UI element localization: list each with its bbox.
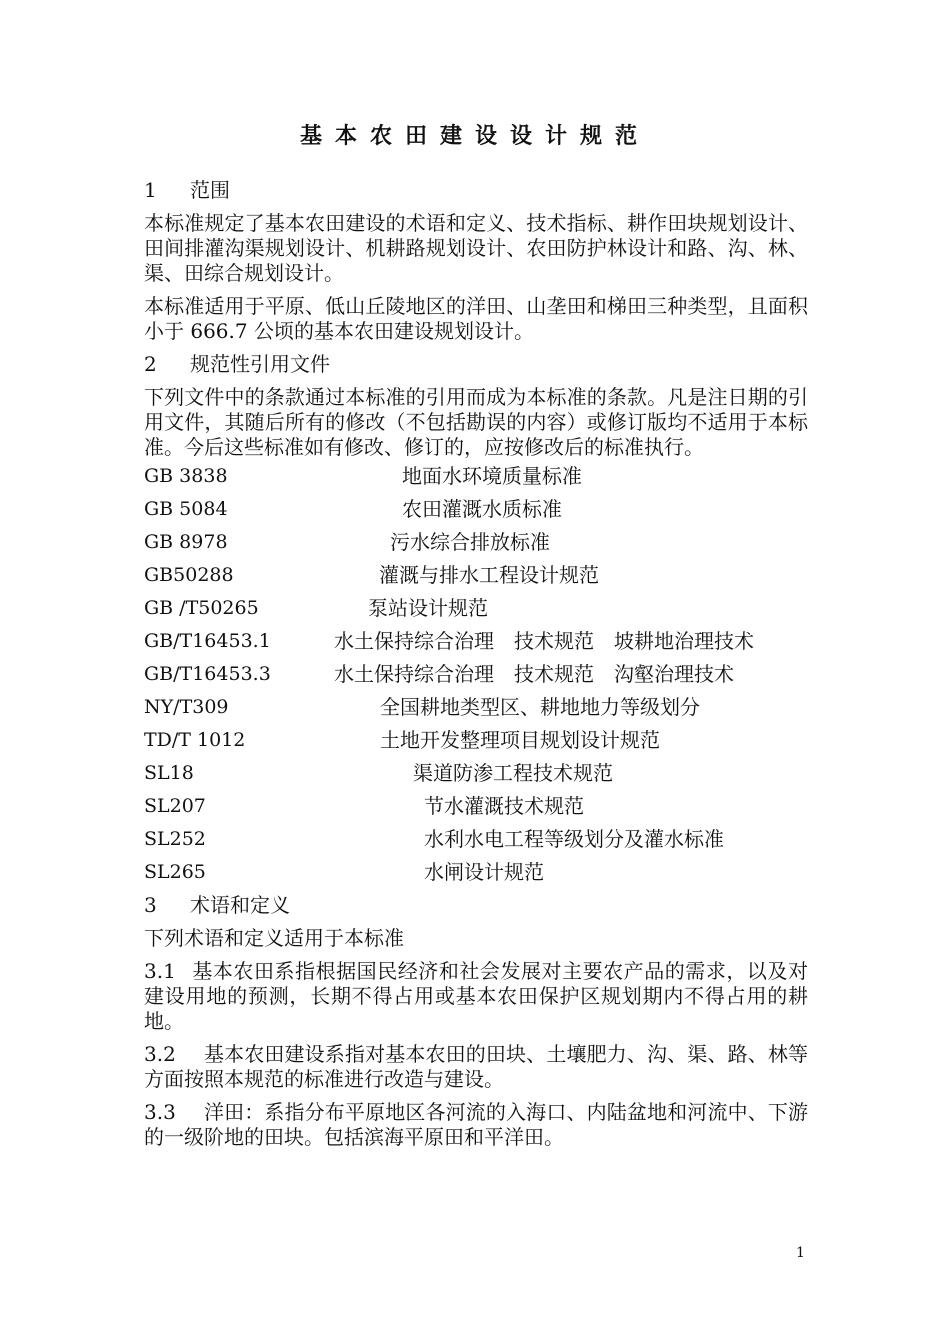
reference-title: 水闸设计规范 bbox=[424, 860, 544, 884]
section-number: 3 bbox=[144, 893, 157, 917]
reference-code: SL265 bbox=[144, 861, 206, 883]
page-number: 1 bbox=[796, 1245, 805, 1261]
definition-number: 3.3 bbox=[144, 1100, 176, 1124]
document-title: 基本农田建设设计规范 bbox=[299, 124, 650, 149]
section-heading-scope bbox=[144, 178, 808, 203]
reference-code: SL18 bbox=[144, 762, 194, 784]
reference-list bbox=[144, 464, 808, 893]
reference-code: GB/T16453.1 bbox=[144, 630, 271, 652]
reference-row bbox=[144, 629, 808, 662]
scope-paragraph-1: 本标准规定了基本农田建设的术语和定义、技术指标、耕作田块规划设计、田间排灌沟渠规划设计、机耕路规划设计、农田防护林设计和路、沟、林、渠、田综合规划设计。 bbox=[144, 211, 808, 285]
definition-number: 3.2 bbox=[144, 1042, 176, 1066]
reference-row bbox=[144, 497, 808, 530]
reference-row bbox=[144, 695, 808, 728]
reference-title: 水土保持综合治理 技术规范 坡耕地治理技术 bbox=[334, 629, 754, 653]
reference-title: 节水灌溉技术规范 bbox=[424, 794, 584, 818]
section-title: 术语和定义 bbox=[190, 893, 290, 917]
reference-title: 污水综合排放标准 bbox=[390, 530, 550, 554]
reference-code: NY/T309 bbox=[144, 696, 229, 718]
reference-row bbox=[144, 728, 808, 761]
reference-title: 全国耕地类型区、耕地地力等级划分 bbox=[380, 695, 700, 719]
reference-code: GB50288 bbox=[144, 564, 234, 586]
reference-title: 地面水环境质量标准 bbox=[402, 464, 582, 488]
section-title: 范围 bbox=[190, 178, 230, 202]
reference-code: GB/T16453.3 bbox=[144, 663, 271, 685]
reference-code: GB /T50265 bbox=[144, 597, 259, 619]
reference-row bbox=[144, 794, 808, 827]
section-title: 规范性引用文件 bbox=[190, 352, 330, 376]
reference-title: 水利水电工程等级划分及灌水标准 bbox=[424, 827, 724, 851]
section-heading-terms bbox=[144, 893, 808, 918]
definition-text: 基本农田系指根据国民经济和社会发展对主要农产品的需求，以及对建设用地的预测，长期不得占用或基本农田保护区规划期内不得占用的耕地。 bbox=[144, 959, 808, 1033]
reference-code: SL252 bbox=[144, 828, 206, 850]
reference-row bbox=[144, 860, 808, 893]
definition-item bbox=[144, 959, 808, 1034]
reference-row bbox=[144, 761, 808, 794]
reference-row bbox=[144, 563, 808, 596]
reference-row bbox=[144, 530, 808, 563]
reference-title: 泵站设计规范 bbox=[368, 596, 488, 620]
reference-code: GB 3838 bbox=[144, 465, 228, 487]
reference-title: 农田灌溉水质标准 bbox=[402, 497, 562, 521]
reference-row bbox=[144, 464, 808, 497]
reference-row bbox=[144, 662, 808, 695]
terms-intro: 下列术语和定义适用于本标准 bbox=[144, 926, 404, 950]
reference-code: GB 5084 bbox=[144, 498, 228, 520]
definition-item bbox=[144, 1042, 808, 1092]
definition-text: 洋田：系指分布平原地区各河流的入海口、内陆盆地和河流中、下游的一级阶地的田块。包括滨海平原田和平洋田。 bbox=[144, 1100, 808, 1149]
reference-title: 渠道防渗工程技术规范 bbox=[413, 761, 613, 785]
reference-title: 灌溉与排水工程设计规范 bbox=[379, 563, 599, 587]
references-intro: 下列文件中的条款通过本标准的引用而成为本标准的条款。凡是注日期的引用文件，其随后所有的修改（不包括勘误的内容）或修订版均不适用于本标准。今后这些标准如有修改、修订的，应按修改后的标准执行。 bbox=[144, 385, 808, 459]
definition-text: 基本农田建设系指对基本农田的田块、土壤肥力、沟、渠、路、林等方面按照本规范的标准进行改造与建设。 bbox=[144, 1042, 808, 1091]
reference-title: 水土保持综合治理 技术规范 沟壑治理技术 bbox=[334, 662, 734, 686]
reference-title: 土地开发整理项目规划设计规范 bbox=[380, 728, 660, 752]
reference-code: TD/T 1012 bbox=[144, 729, 246, 751]
document-body bbox=[144, 178, 808, 1158]
reference-row bbox=[144, 827, 808, 860]
section-heading-references bbox=[144, 352, 808, 377]
reference-row bbox=[144, 596, 808, 629]
section-number: 2 bbox=[144, 352, 157, 376]
scope-paragraph-2: 本标准适用于平原、低山丘陵地区的洋田、山垄田和梯田三种类型，且面积小于 666.7 公顷的基本农田建设规划设计。 bbox=[144, 294, 808, 343]
definition-number: 3.1 bbox=[144, 959, 176, 983]
reference-code: SL207 bbox=[144, 795, 206, 817]
definition-item bbox=[144, 1100, 808, 1150]
section-number: 1 bbox=[144, 178, 157, 202]
reference-code: GB 8978 bbox=[144, 531, 228, 553]
